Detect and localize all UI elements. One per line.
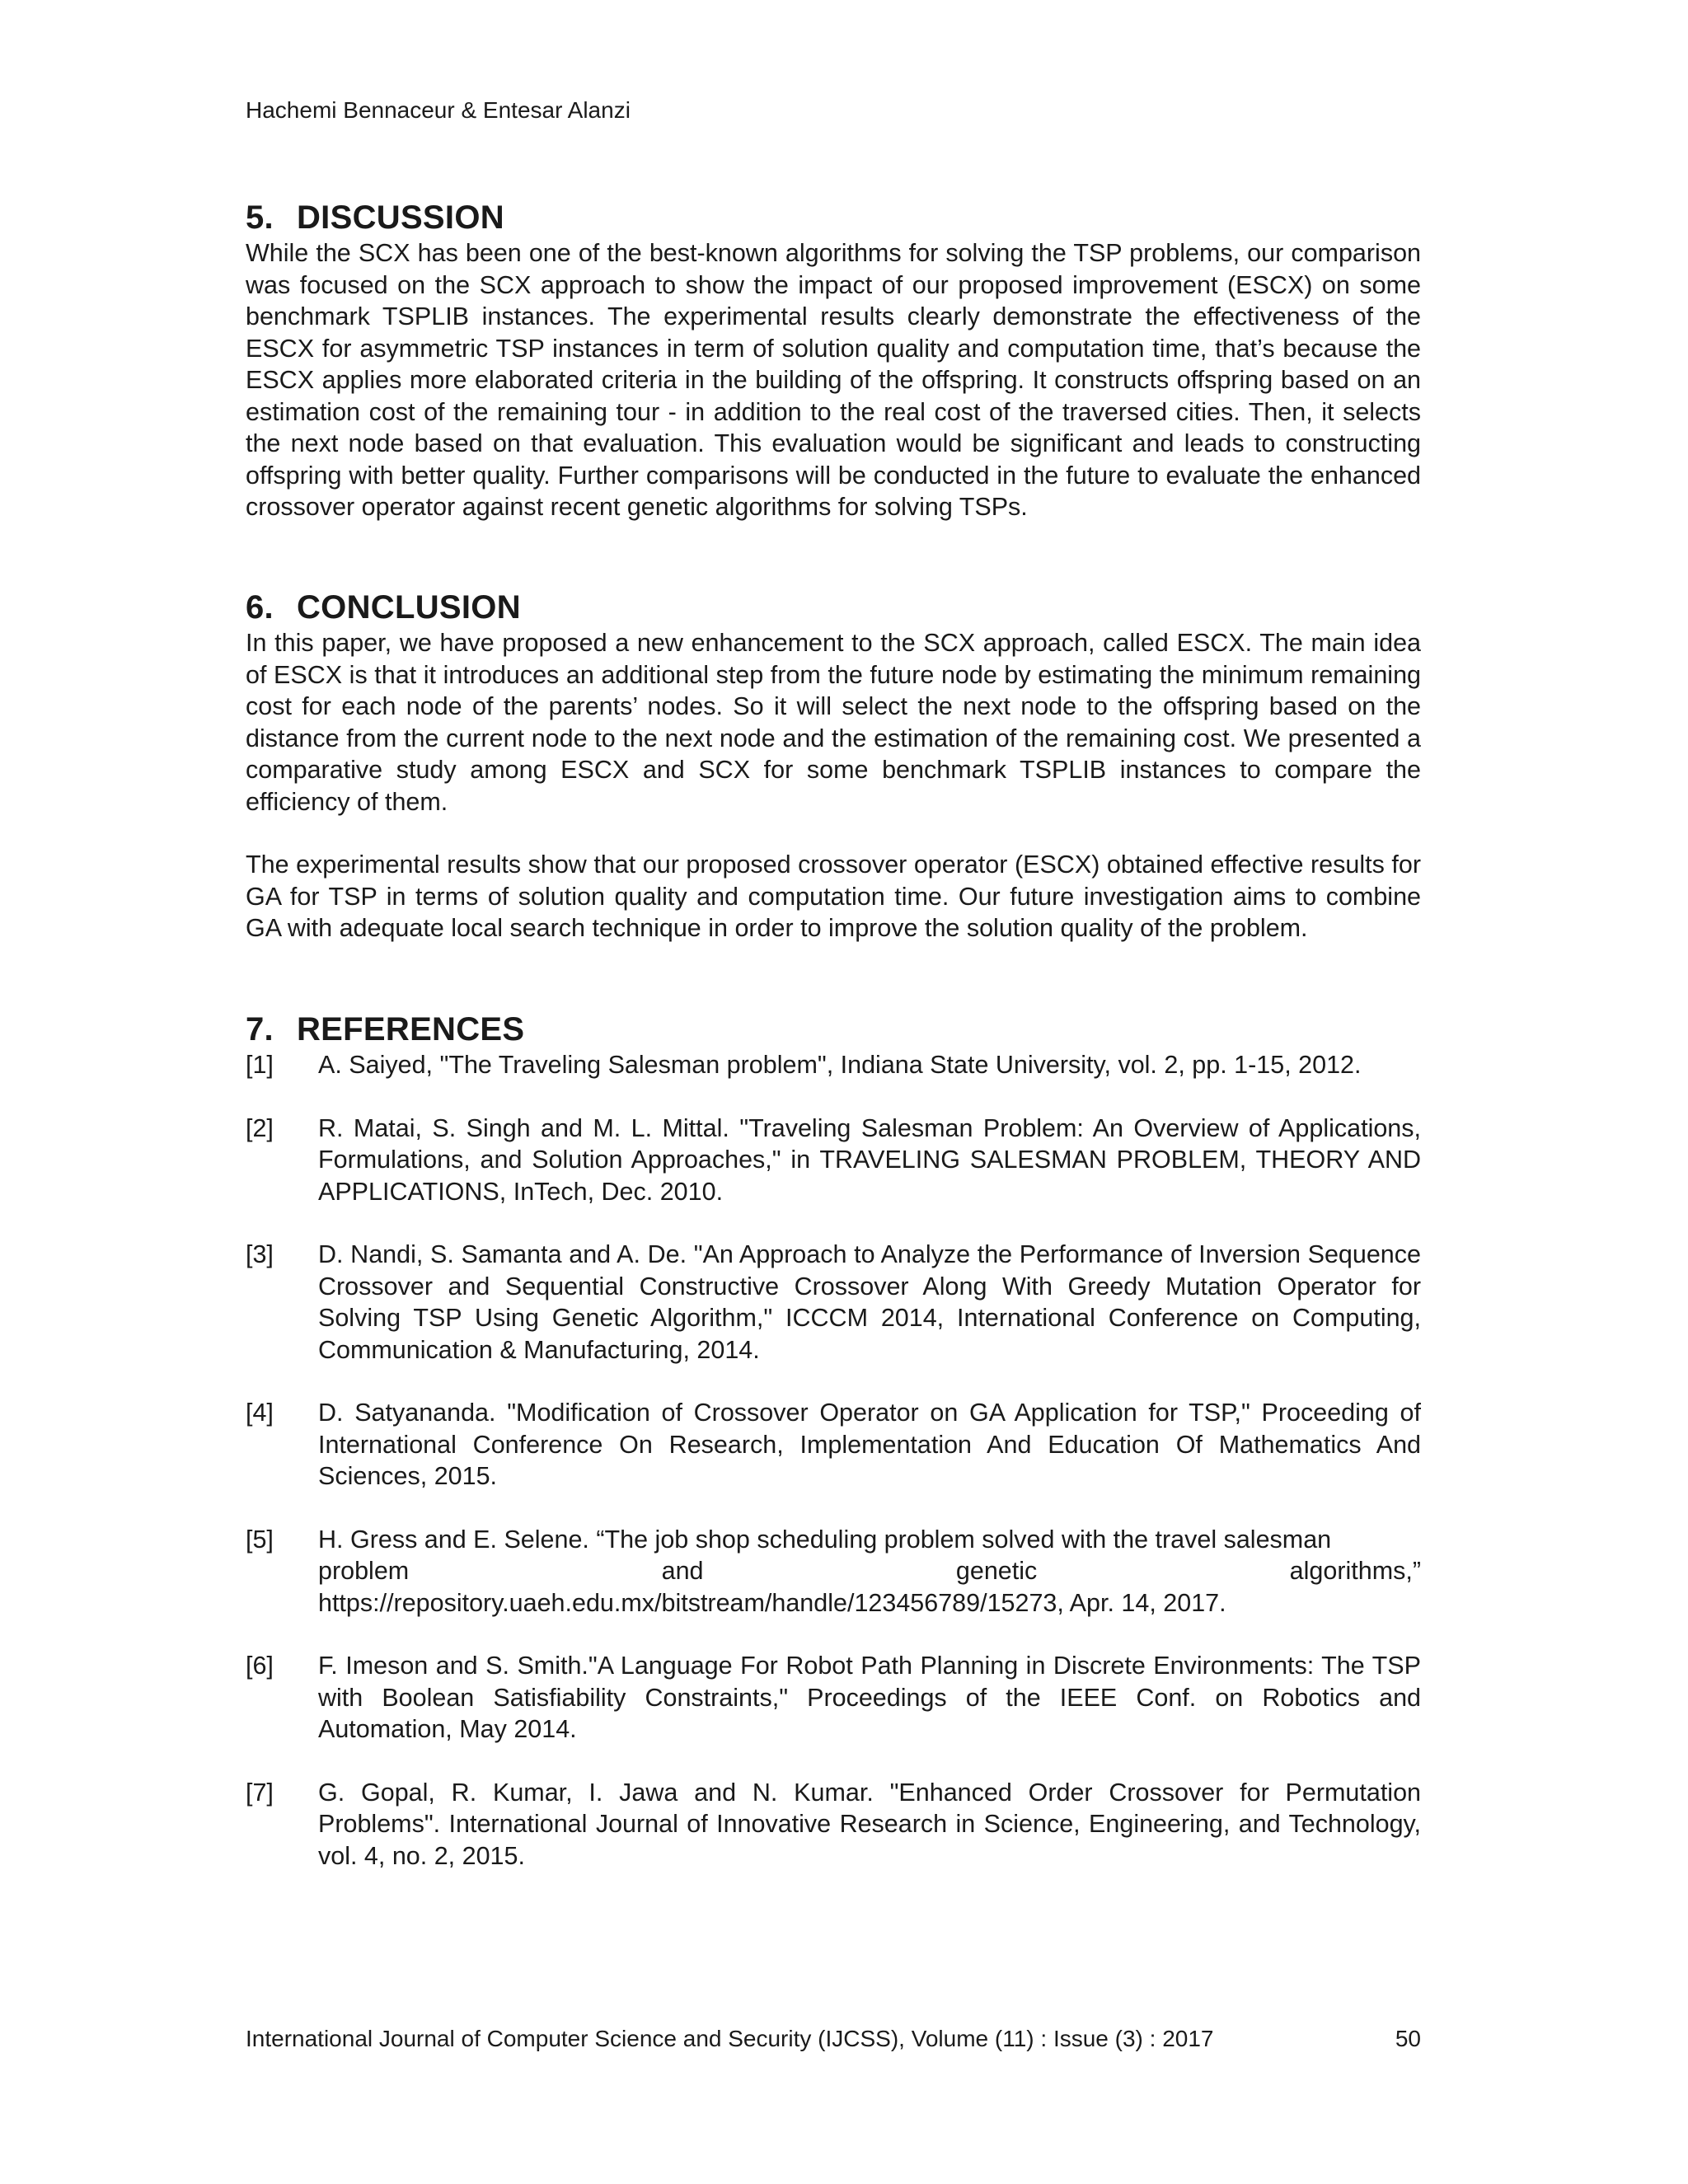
reference-5-word: problem bbox=[318, 1557, 410, 1585]
reference-5 bbox=[246, 1524, 1421, 1619]
page-number: 50 bbox=[1395, 2026, 1421, 2051]
reference-list bbox=[246, 1049, 1421, 1872]
conclusion-paragraph-1: In this paper, we have proposed a new enhancement to the SCX approach, called ESCX. The main idea of ESCX is that it introduces an additional step from the future node by estimating the minimum remaining cost for each node of the parents’ nodes. So it will select the next node to the offspring based on the distance from the current node to the next node and the estimation of the remaining cost. We presented a comparative study among ESCX and SCX for some benchmark TSPLIB instances to compare the efficiency of them. bbox=[246, 629, 1421, 816]
reference-text bbox=[318, 1524, 1421, 1619]
reference-2 bbox=[246, 1113, 1421, 1208]
discussion-heading bbox=[246, 198, 1421, 237]
conclusion-number: 6. bbox=[246, 589, 274, 626]
reference-4 bbox=[246, 1397, 1421, 1493]
conclusion-paragraph-2: The experimental results show that our proposed crossover operator (ESCX) obtained effective results for GA for TSP in terms of solution quality and computation time. Our future investigation aims to combine GA with adequate local search technique in order to improve the solution quality of the problem. bbox=[246, 851, 1421, 942]
reference-5-line-2 bbox=[318, 1555, 1421, 1587]
reference-3 bbox=[246, 1239, 1421, 1366]
reference-label: [7] bbox=[246, 1778, 274, 1807]
conclusion-section bbox=[246, 588, 1421, 944]
footer-journal: International Journal of Computer Science and Security (IJCSS), Volume (11) : Issue (3) : 2017 bbox=[246, 2026, 1214, 2051]
reference-5-word: genetic bbox=[955, 1557, 1038, 1585]
references-title: REFERENCES bbox=[297, 1011, 525, 1047]
references-heading bbox=[246, 1010, 1421, 1049]
discussion-section bbox=[246, 198, 1421, 523]
reference-text: R. Matai, S. Singh and M. L. Mittal. "Traveling Salesman Problem: An Overview of Applications, Formulations, and Solution Approaches," in TRAVELING SALESMAN PROBLEM, THEORY AND APPLICATIONS, InTech, Dec. 2010. bbox=[318, 1113, 1421, 1206]
discussion-paragraph: While the SCX has been one of the best-known algorithms for solving the TSP problems, our comparison was focused on the SCX approach to show the impact of our proposed improvement (ESCX) on some benchmark TSPLIB instances. The experimental results clearly demonstrate the effectiveness of the ESCX for asymmetric TSP instances in term of solution quality and computation time, that’s because the ESCX applies more elaborated criteria in the building of the offspring. It constructs offspring based on an estimation cost of the remaining tour - in addition to the real cost of the traversed cities. Then, it selects the next node based on that evaluation. This evaluation would be significant and leads to constructing offspring with better quality. Further comparisons will be conducted in the future to evaluate the enhanced crossover operator against recent genetic algorithms for solving TSPs. bbox=[246, 239, 1421, 521]
reference-5-word: and bbox=[661, 1557, 704, 1585]
reference-5-line-1: H. Gress and E. Selene. “The job shop scheduling problem solved with the travel salesman bbox=[318, 1525, 1332, 1554]
discussion-number: 5. bbox=[246, 199, 274, 236]
reference-text: F. Imeson and S. Smith."A Language For Robot Path Planning in Discrete Environments: The TSP with Boolean Satisfiability Constraints," Proceedings of the IEEE Conf. on Robotics and Automation, May 2014. bbox=[318, 1652, 1421, 1743]
reference-label: [5] bbox=[246, 1525, 274, 1554]
reference-text: D. Satyananda. "Modification of Crossover Operator on GA Application for TSP," Proceeding of International Conference On Research, Implementation And Education Of Mathematics And Sciences, 2015. bbox=[318, 1399, 1421, 1490]
reference-7 bbox=[246, 1777, 1421, 1872]
reference-label: [3] bbox=[246, 1240, 274, 1268]
reference-text: G. Gopal, R. Kumar, I. Jawa and N. Kumar. "Enhanced Order Crossover for Permutation Problems". International Journal of Innovative Research in Science, Engineering, and Technology, vol. 4, no. 2, 2015. bbox=[318, 1778, 1421, 1870]
references-number: 7. bbox=[246, 1011, 274, 1047]
reference-5-word: algorithms,” bbox=[1289, 1557, 1421, 1585]
reference-1 bbox=[246, 1049, 1421, 1081]
reference-6 bbox=[246, 1650, 1421, 1746]
reference-text: D. Nandi, S. Samanta and A. De. "An Approach to Analyze the Performance of Inversion Sequence Crossover and Sequential Constructive Crossover Along With Greedy Mutation Operator for Solving TSP Using Genetic Algorithm," ICCCM 2014, International Conference on Computing, Communication & Manufacturing, 2014. bbox=[318, 1240, 1421, 1364]
reference-label: [2] bbox=[246, 1113, 274, 1142]
running-head: Hachemi Bennaceur & Entesar Alanzi bbox=[246, 97, 631, 123]
reference-label: [6] bbox=[246, 1652, 274, 1680]
conclusion-title: CONCLUSION bbox=[297, 589, 521, 626]
reference-label: [1] bbox=[246, 1051, 274, 1079]
references-section bbox=[246, 1010, 1421, 1872]
reference-5-url-line: https://repository.uaeh.edu.mx/bitstream/handle/123456789/15273, Apr. 14, 2017. bbox=[318, 1588, 1226, 1617]
discussion-title: DISCUSSION bbox=[297, 199, 504, 236]
reference-label: [4] bbox=[246, 1399, 274, 1427]
conclusion-heading bbox=[246, 588, 1421, 627]
reference-text: A. Saiyed, "The Traveling Salesman problem", Indiana State University, vol. 2, pp. 1-15, 2012. bbox=[318, 1051, 1362, 1079]
page-footer bbox=[246, 2026, 1421, 2052]
